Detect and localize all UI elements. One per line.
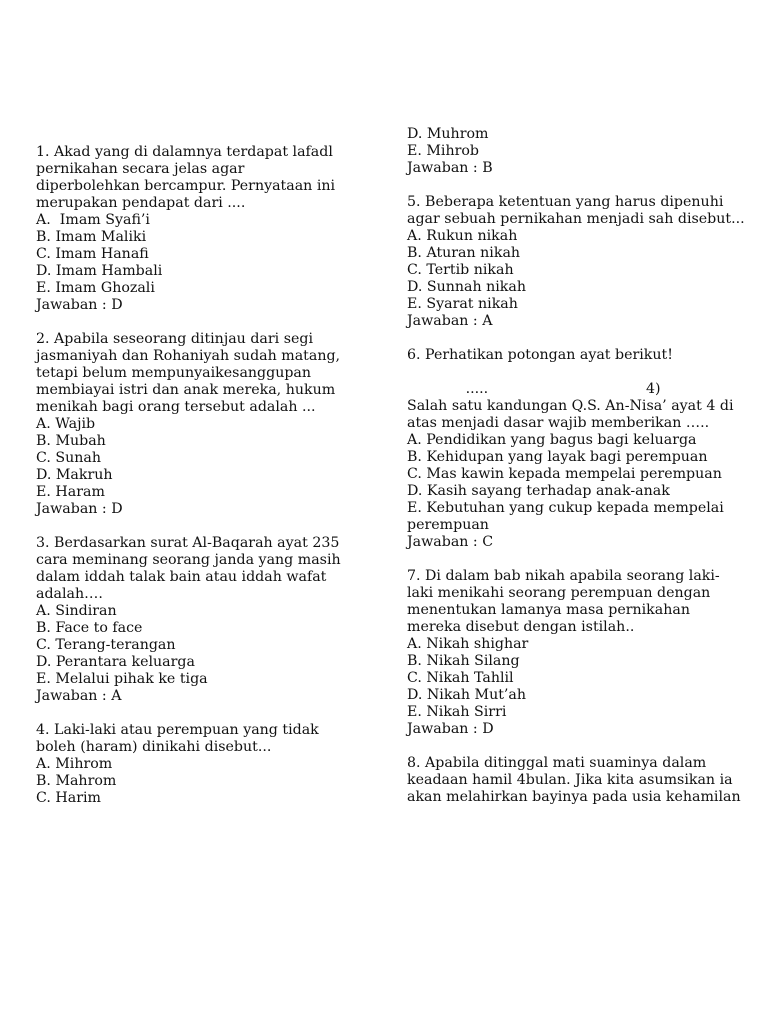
blank-line <box>407 177 737 194</box>
text-line: ..... 4) <box>407 381 661 397</box>
text-line: 2. Apabila seseorang ditinjau dari segi <box>36 331 313 347</box>
left-column <box>36 144 356 807</box>
text-line: D. Makruh <box>36 467 113 483</box>
text-line: B. Mahrom <box>36 773 117 789</box>
text-line: 4. Laki-laki atau perempuan yang tidak <box>36 722 319 738</box>
blank-line <box>36 705 356 722</box>
text-line: C. Imam Hanafi <box>36 246 149 262</box>
text-line: 5. Beberapa ketentuan yang harus dipenuhi <box>407 194 724 210</box>
text-line: 8. Apabila ditinggal mati suaminya dalam <box>407 755 707 771</box>
text-line: E. Nikah Sirri <box>407 704 507 720</box>
blank-line <box>407 551 737 568</box>
text-line: B. Aturan nikah <box>407 245 521 261</box>
text-line: Jawaban : A <box>407 313 493 329</box>
text-line: tetapi belum mempunyaikesanggupan <box>36 365 312 381</box>
text-line: D. Sunnah nikah <box>407 279 526 295</box>
text-line: menentukan lamanya masa pernikahan <box>407 602 690 618</box>
text-line: laki menikahi seorang perempuan dengan <box>407 585 711 601</box>
text-line: 7. Di dalam bab nikah apabila seorang laki- <box>407 568 720 584</box>
text-line: A. Rukun nikah <box>407 228 518 244</box>
text-line: akan melahirkan bayinya pada usia kehamilan <box>407 789 741 805</box>
right-column <box>407 126 745 806</box>
text-line: merupakan pendapat dari .... <box>36 195 246 211</box>
text-line: atas menjadi dasar wajib memberikan ….. <box>407 415 710 431</box>
blank-line <box>407 364 737 381</box>
text-line: jasmaniyah dan Rohaniyah sudah matang, <box>36 348 341 364</box>
text-line: C. Nikah Tahlil <box>407 670 514 686</box>
text-line: B. Face to face <box>36 620 143 636</box>
text-line: membiayai istri dan anak mereka, hukum <box>36 382 336 398</box>
text-line: cara meminang seorang janda yang masih <box>36 552 341 568</box>
text-line: Jawaban : C <box>407 534 494 550</box>
text-line: A. Wajib <box>36 416 96 432</box>
text-line: Jawaban : D <box>36 297 123 313</box>
text-line: dalam iddah talak bain atau iddah wafat <box>36 569 327 585</box>
text-line: A. Pendidikan yang bagus bagi keluarga <box>407 432 697 448</box>
text-line: adalah…. <box>36 586 103 602</box>
text-line: C. Mas kawin kepada mempelai perempuan <box>407 466 722 482</box>
text-line: D. Perantara keluarga <box>36 654 195 670</box>
text-line: 6. Perhatikan potongan ayat berikut! <box>407 347 673 363</box>
text-line: D. Kasih sayang terhadap anak-anak <box>407 483 670 499</box>
text-line: Salah satu kandungan Q.S. An-Nisa’ ayat 4 di <box>407 398 734 414</box>
text-line: D. Imam Hambali <box>36 263 163 279</box>
text-line: Jawaban : D <box>407 721 494 737</box>
text-line: C. Terang-terangan <box>36 637 176 653</box>
blank-line <box>407 330 737 347</box>
text-line: 3. Berdasarkan surat Al-Baqarah ayat 235 <box>36 535 340 551</box>
text-line: perempuan <box>407 517 489 533</box>
text-line: E. Kebutuhan yang cukup kepada mempelai <box>407 500 724 516</box>
text-line: keadaan hamil 4bulan. Jika kita asumsikan ia <box>407 772 733 788</box>
blank-line <box>36 314 356 331</box>
text-line: E. Syarat nikah <box>407 296 518 312</box>
text-line: B. Mubah <box>36 433 106 449</box>
blank-line <box>407 738 737 755</box>
blank-line <box>36 518 356 535</box>
text-line: A. Sindiran <box>36 603 117 619</box>
text-line: C. Sunah <box>36 450 101 466</box>
text-line: 1. Akad yang di dalamnya terdapat lafadl <box>36 144 333 160</box>
text-line: pernikahan secara jelas agar <box>36 161 245 177</box>
text-line: B. Kehidupan yang layak bagi perempuan <box>407 449 708 465</box>
text-line: E. Melalui pihak ke tiga <box>36 671 208 687</box>
text-line: C. Tertib nikah <box>407 262 514 278</box>
text-line: mereka disebut dengan istilah.. <box>407 619 635 635</box>
text-line: boleh (haram) dinikahi disebut... <box>36 739 272 755</box>
text-line: Jawaban : B <box>407 160 493 176</box>
text-line: A. Mihrom <box>36 756 113 772</box>
text-line: A. Imam Syafi’i <box>36 212 150 228</box>
text-line: Jawaban : D <box>36 501 123 517</box>
text-line: E. Haram <box>36 484 105 500</box>
text-line: E. Imam Ghozali <box>36 280 155 296</box>
text-line: A. Nikah shighar <box>407 636 529 652</box>
text-line: menikah bagi orang tersebut adalah ... <box>36 399 316 415</box>
text-line: B. Imam Maliki <box>36 229 147 245</box>
text-line: C. Harim <box>36 790 101 806</box>
text-line: D. Muhrom <box>407 126 489 142</box>
text-line: B. Nikah Silang <box>407 653 520 669</box>
text-line: E. Mihrob <box>407 143 479 159</box>
text-line: D. Nikah Mut’ah <box>407 687 527 703</box>
text-line: diperbolehkan bercampur. Pernyataan ini <box>36 178 336 194</box>
text-line: Jawaban : A <box>36 688 122 704</box>
text-line: agar sebuah pernikahan menjadi sah disebut... <box>407 211 745 227</box>
